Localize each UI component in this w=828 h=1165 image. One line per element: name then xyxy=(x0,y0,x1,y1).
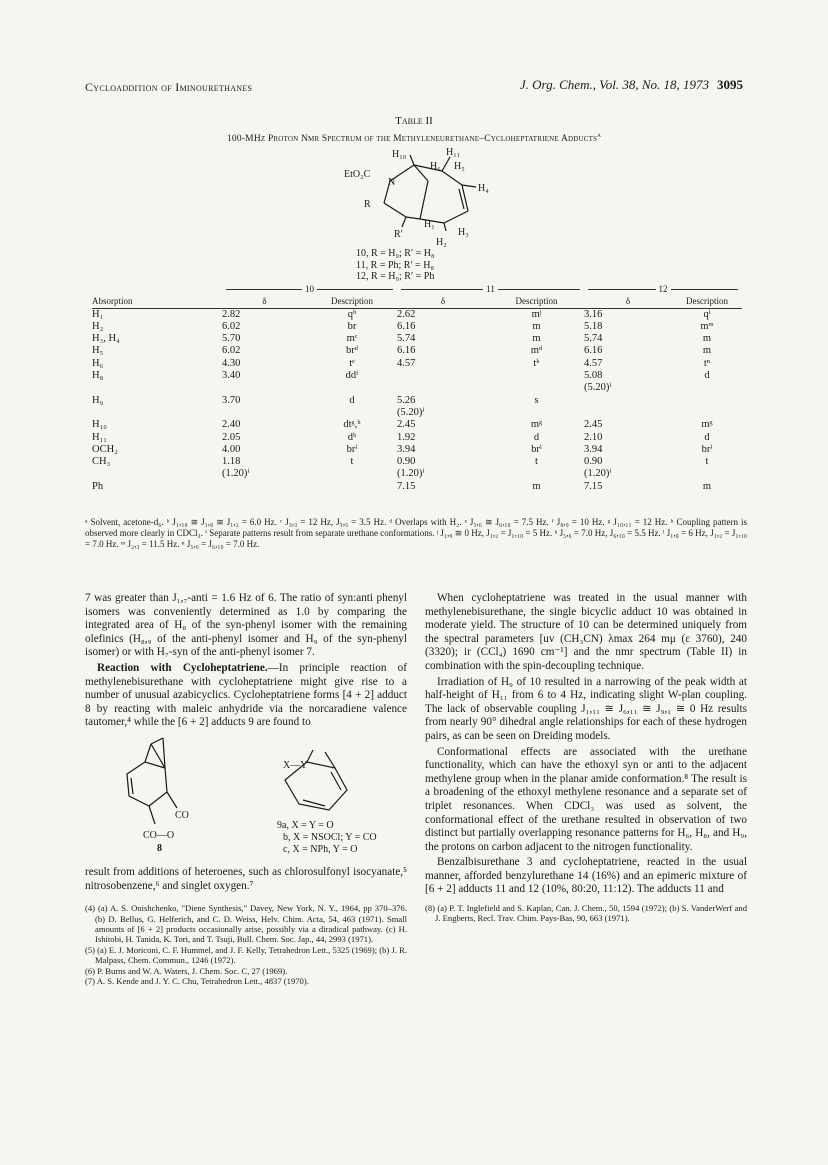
footnote-line: ᵃ Solvent, acetone-d₆. ᵇ J₁,₁₀ ≅ J₁,₈ ≅ J₁,₂ = 6.0 Hz. ᶜ J₃,₃ = 12 Hz, J₃,₅ = 3.5 Hz. ᵈ Overlaps with H₂. ᵉ J₅,₆ ≅ J₆,₁₀ = 7.5 Hz. xyxy=(85,517,549,527)
shift-cell: 3.94 xyxy=(584,443,603,455)
table-row xyxy=(92,407,742,419)
col-header: δ xyxy=(625,296,631,307)
description-cell: t xyxy=(705,456,709,468)
description-cell xyxy=(307,481,397,493)
shift-cell xyxy=(397,370,489,382)
struct-label-h4: H₄ xyxy=(478,183,489,194)
struct-label-h11: H₁₁ xyxy=(446,147,461,158)
shift-cell: 3.16 xyxy=(584,308,603,320)
journal-name: J. Org. Chem., Vol. 38, No. 18, 1973 xyxy=(519,77,709,92)
absorption-cell xyxy=(92,468,222,480)
paragraph: Conformational effects are associated with the urethane functionality, which can have the ethoxyl syn or anti to the adjacent methylene group when in the planar amide conformation.⁸ The result is a broadening of the ethoxyl methylene resonance and a separate set of triplet resonances. When CDCl₃ was used as solvent, the conformational effect of the urethane resulted in observation of two distinct but partially overlapping resonance patterns for H₆, H₈, and H₉, the protons on carbon adjacent to the nitrogen functionality. xyxy=(425,745,747,853)
absorption-cell xyxy=(92,407,222,419)
shift-cell: 1.92 xyxy=(397,431,416,443)
journal-citation xyxy=(520,77,743,93)
absorption-cell: H₈ xyxy=(92,370,104,382)
shift-cell: 0.90 xyxy=(397,456,416,468)
group-header-11: 11 xyxy=(397,283,584,295)
description-cell: brⁱ xyxy=(346,443,358,455)
shift-cell: 6.16 xyxy=(397,345,416,357)
shift-cell: 6.02 xyxy=(222,345,241,357)
description-cell xyxy=(307,468,397,480)
shift-cell: 2.62 xyxy=(397,308,416,320)
shift-cell: (1.20)ⁱ xyxy=(397,468,425,480)
table-row xyxy=(92,432,742,444)
shift-cell xyxy=(584,395,672,407)
legend-line: 9a, X = Y = O xyxy=(277,819,334,831)
table-row xyxy=(92,321,742,333)
absorption-cell: H₅ xyxy=(92,345,104,357)
description-cell: s xyxy=(534,394,539,406)
col-header: δ xyxy=(262,296,267,307)
shift-cell xyxy=(222,382,307,394)
description-cell: br xyxy=(347,320,357,332)
reference: (5) (a) E. J. Moriconi, C. F. Hummel, and J. F. Kelly, Tetrahedron Lett., 5325 (1969); (b) J. R. Malpass, Chem. Commun., 1246 (1972). xyxy=(85,944,407,966)
absorption-cell: H₁ xyxy=(92,308,104,320)
shift-cell xyxy=(222,481,307,493)
struct-label-h5: H₅ xyxy=(454,161,465,172)
legend-line: 11, R = Ph; R′ = H₈ xyxy=(356,259,434,271)
description-cell: brⁱ xyxy=(701,443,713,455)
absorption-cell: H₆ xyxy=(92,357,104,369)
shift-cell: 3.40 xyxy=(222,370,241,382)
shift-cell: 2.82 xyxy=(222,308,241,320)
description-cell: m xyxy=(532,320,541,332)
table-row xyxy=(92,444,742,456)
shift-cell: 2.05 xyxy=(222,431,241,443)
absorption-cell: H₁₁ xyxy=(92,431,107,443)
right-column xyxy=(425,592,747,924)
legend-line: b, X = NSOCl; Y = CO xyxy=(283,831,377,843)
struct-label-h1: H₁ xyxy=(424,219,435,230)
absorption-cell: H₉ xyxy=(92,394,104,406)
shift-cell: 2.45 xyxy=(397,419,416,431)
section-heading: Reaction with Cycloheptatriene. xyxy=(97,661,268,674)
bicyclic-structure-diagram xyxy=(330,145,510,247)
group-header-10: 10 xyxy=(222,283,397,295)
description-cell: ddᶠ xyxy=(345,370,359,382)
description-cell: brᵈ xyxy=(345,345,358,357)
shift-cell: 3.94 xyxy=(397,443,416,455)
column-header-row xyxy=(92,295,742,308)
shift-cell: 5.70 xyxy=(222,333,241,345)
struct-label-h2: H₂ xyxy=(436,237,447,247)
description-cell: m xyxy=(702,333,712,345)
description-cell xyxy=(489,370,584,382)
description-cell: tᵏ xyxy=(533,357,540,369)
col-header: δ xyxy=(440,296,446,307)
absorption-cell: CH₃ xyxy=(92,456,111,468)
paragraph: When cycloheptatriene was treated in the usual manner with methylenebisurethane, the single bicyclic adduct 10 was obtained in moderate yield. The structure of 10 can be determined uniquely from the spectral parameters [uv (CH₃CN) λmax 264 mμ (ε 3760), 240 (3320); ir (CCl₄) 1690 cm⁻¹] and the nmr spectrum (Table II) in combination with the spin-decoupling technique. xyxy=(425,592,747,672)
shift-cell: 4.00 xyxy=(222,443,241,455)
table-row xyxy=(92,358,742,370)
shift-cell: 5.08 xyxy=(584,370,603,382)
shift-cell: 7.15 xyxy=(397,480,416,492)
table-label: Table II xyxy=(395,115,433,127)
description-cell: mᵍ xyxy=(530,419,543,431)
description-cell: mᵈ xyxy=(530,345,543,357)
description-cell: d xyxy=(533,431,540,443)
description-cell: d xyxy=(704,431,710,443)
svg-text:X—Y: X—Y xyxy=(283,759,308,771)
shift-cell: 6.16 xyxy=(397,320,416,332)
description-cell: m xyxy=(702,480,712,492)
shift-cell: (5.20)ⁱ xyxy=(397,406,425,418)
description-cell xyxy=(672,382,742,394)
shift-cell: 6.02 xyxy=(222,320,241,332)
left-column xyxy=(85,592,407,986)
description-cell: m xyxy=(532,480,541,492)
shift-cell: 4.57 xyxy=(584,357,603,369)
description-cell: tᵉ xyxy=(349,357,355,369)
col-header: Description xyxy=(331,296,373,307)
shift-cell: (1.20)ⁱ xyxy=(584,468,612,480)
table-row xyxy=(92,345,742,357)
description-cell: mᵐ xyxy=(700,320,714,332)
description-cell xyxy=(489,468,584,480)
table-row xyxy=(92,333,742,345)
shift-cell: 3.70 xyxy=(222,394,241,406)
col-header: Description xyxy=(515,296,558,307)
description-cell: dʰ xyxy=(347,431,357,443)
shift-cell: 5.18 xyxy=(584,320,603,332)
description-cell: mᶜ xyxy=(346,333,358,345)
description-cell xyxy=(672,468,742,480)
description-cell xyxy=(307,407,397,419)
description-cell: d xyxy=(704,370,710,382)
shift-cell: 5.26 xyxy=(397,394,416,406)
paragraph-text: —In principle reaction of methylenebisurethane with cycloheptatriene might give rise to a number of unusual azabicyclics. Cycloheptatriene forms [4 + 2] adduct 8 by reacting with maleic anhydride via the norcaradiene valence tautomer,⁴ while the [6 + 2] adducts 9 are found to xyxy=(85,661,407,729)
description-cell: m xyxy=(702,345,712,357)
description-cell: qˡ xyxy=(703,308,711,320)
shift-cell: (1.20)ⁱ xyxy=(222,468,250,480)
table-title-footnote-mark: a xyxy=(597,131,602,139)
absorption-cell xyxy=(92,382,222,394)
description-cell: t xyxy=(535,456,538,468)
table-title-text: 100-MHz Proton Nmr Spectrum of the Methyleneurethane–Cycloheptatriene Adducts xyxy=(226,134,598,145)
svg-text:CO—O: CO—O xyxy=(143,829,175,841)
paragraph: 7 was greater than J₁,₇-anti = 1.6 Hz of 6. The ratio of syn:anti phenyl isomers was conveniently determined as 1.0 by comparing the integrated area of H₈ of the syn-phenyl isomer with the remaining olefinics (H₈,₉ of the anti-phenyl isomer and H₉ of the syn-phenyl isomer) or with H₇-syn of the anti-phenyl isomer 7. xyxy=(85,592,407,659)
legend-line: 10, R = H₉; R′ = H₈ xyxy=(356,248,435,259)
table-row xyxy=(92,308,742,321)
reference: (6) P. Burns and W. A. Waters, J. Chem. Soc. C, 27 (1969). xyxy=(85,965,288,976)
paragraph: result from additions of heteroenes, such as chlorosulfonyl isocyanate,⁵ nitrosobenzene,⁶ and singlet oxygen.⁷ xyxy=(85,865,407,892)
description-cell: t xyxy=(350,456,354,468)
shift-cell: 4.57 xyxy=(397,357,416,369)
running-title: Cycloaddition of Iminourethanes xyxy=(85,80,253,94)
description-cell: tⁿ xyxy=(703,357,711,369)
col-header: Absorption xyxy=(92,296,133,307)
description-cell xyxy=(672,395,742,407)
shift-cell: 5.74 xyxy=(584,333,603,345)
shift-cell: (5.20)ⁱ xyxy=(584,382,612,394)
absorption-cell: OCH₂ xyxy=(92,443,118,455)
absorption-cell: Ph xyxy=(92,480,104,492)
description-cell: mᵍ xyxy=(701,419,713,431)
references xyxy=(425,903,747,924)
table-row xyxy=(92,419,742,431)
struct-label-h6: H₆ xyxy=(430,161,441,172)
footnote-line: ᶠ J₈,₉ = 10 Hz. ᵍ J₁₀,₁₁ = 12 Hz. ʰ Coupling pattern is observed more clearly in CDCl₃. ⁱ Separate patterns result from separate urethane conformations. ʲ J₁,₉ ≅ 0 Hz, J₁,₂ = J₁,₁₀ = 5 Hz. ᵏ J₅,₆ = 7.0 Hz, J₆,₁₀ = 5.5 Hz. ˡ J₁,₈ = 6 Hz, J₁,₂ = J₁,₁₀ = 7.0 Hz. xyxy=(85,517,748,549)
reference: (8) (a) P. T. Inglefield and S. Kaplan, Can. J. Chem., 50, 1594 (1972); (b) S. VanderWerf and J. Engberts, Recl. Trav. Chim. Pays-Bas, 90, 663 (1971). xyxy=(425,903,747,924)
page-number: 3095 xyxy=(717,77,743,92)
compound-9-legend xyxy=(277,820,377,856)
absorption-cell: H₁₀ xyxy=(92,419,107,431)
table-footnotes xyxy=(85,517,747,549)
shift-cell: 6.16 xyxy=(584,345,603,357)
struct-label-h3: H₃ xyxy=(458,227,469,238)
table-title xyxy=(0,131,828,144)
nmr-table-body xyxy=(92,308,742,493)
description-cell: dtᵍ,ʰ xyxy=(343,419,361,431)
legend-line: c, X = NPh, Y = O xyxy=(283,843,358,855)
svg-text:CO: CO xyxy=(175,809,189,821)
shift-cell: 5.74 xyxy=(397,333,416,345)
description-cell xyxy=(489,382,584,394)
struct-label-etoc: EtO₂C xyxy=(344,169,371,180)
struct-label-rp: R′ xyxy=(394,229,403,240)
shift-cell xyxy=(397,382,489,394)
table-row xyxy=(92,370,742,382)
nmr-table xyxy=(92,283,742,493)
reference: (4) (a) A. S. Onishchenko, "Diene Synthesis," Davey, New York, N. Y., 1964, pp 370–376. (b) D. Bellus, G. Helferich, and C. D. Weiss, Helv. Chim. Acta, 54, 463 (1971). Small amounts of [6 + 2] products occasionally arise, possibly via a diradical pathway. (c) H. Ishitobi, H. Tanida, K. Tori, and T. Tsuji, Bull. Chem. Soc. Jap., 44, 2993 (1971). xyxy=(85,903,407,945)
compound-8-label: 8 xyxy=(157,842,162,854)
shift-cell: 2.40 xyxy=(222,419,241,431)
table-row xyxy=(92,481,742,493)
table-row xyxy=(92,395,742,407)
absorption-cell: H₂ xyxy=(92,320,104,332)
shift-cell: 0.90 xyxy=(584,456,603,468)
description-cell: d xyxy=(349,394,355,406)
table-row xyxy=(92,456,742,468)
shift-cell: 1.18 xyxy=(222,456,241,468)
table-row xyxy=(92,468,742,480)
paragraph: Irradiation of H₉ of 10 resulted in a narrowing of the peak width at half-height of H₁₁ from 6 to 4 Hz, indicating slight W-plan coupling. The lack of observable coupling J₁,₁₁ ≅ J₆,₁₁ ≅ J₉,₁ ≅ 0 Hz results from nearly 90° dihedral angle relationships for each of these hydrogen pairs, as can be seen on Dreiding models. xyxy=(425,675,747,742)
description-cell: mʲ xyxy=(531,308,542,320)
shift-cell xyxy=(584,407,672,419)
struct-label-h10: H₁₀ xyxy=(392,149,407,160)
shift-cell: 2.45 xyxy=(584,419,603,431)
compound-legend xyxy=(356,248,435,283)
description-cell xyxy=(672,407,742,419)
absorption-cell: H₃, H₄ xyxy=(92,333,120,345)
description-cell: brⁱ xyxy=(531,443,542,455)
reference: (7) A. S. Kende and J. Y. C. Chu, Tetrahedron Lett., 4837 (1970). xyxy=(85,975,309,986)
shift-cell: 2.10 xyxy=(584,431,603,443)
description-cell xyxy=(489,407,584,419)
group-header-row xyxy=(92,283,742,295)
table-row xyxy=(92,382,742,394)
struct-label-r: R xyxy=(364,199,371,210)
struct-label-n: N xyxy=(388,177,396,188)
description-cell: m xyxy=(532,333,541,345)
shift-cell: 7.15 xyxy=(584,480,603,492)
legend-line: 12, R = H₉; R′ = Ph xyxy=(356,271,435,282)
references xyxy=(85,903,407,986)
figure-8-and-9 xyxy=(85,734,407,862)
paragraph xyxy=(85,662,407,730)
shift-cell xyxy=(222,407,307,419)
group-header-12: 12 xyxy=(584,283,742,295)
description-cell: qᵇ xyxy=(347,308,357,320)
paragraph: Benzalbisurethane 3 and cycloheptatriene, reacted in the usual manner, afforded benzylurethane 14 (16%) and an epimeric mixture of [6 + 2] adducts 11 and 12 (10%, 80:20, 11:12). The adducts 11 and xyxy=(425,856,747,896)
footnote-line: ᵐ J₂,₃ = 11.5 Hz. ⁿ J₅,₆ = J₆,₁₀ = 7.0 Hz. xyxy=(120,538,260,549)
shift-cell: 4.30 xyxy=(222,357,241,369)
col-header: Description xyxy=(686,296,728,307)
description-cell xyxy=(307,382,397,394)
